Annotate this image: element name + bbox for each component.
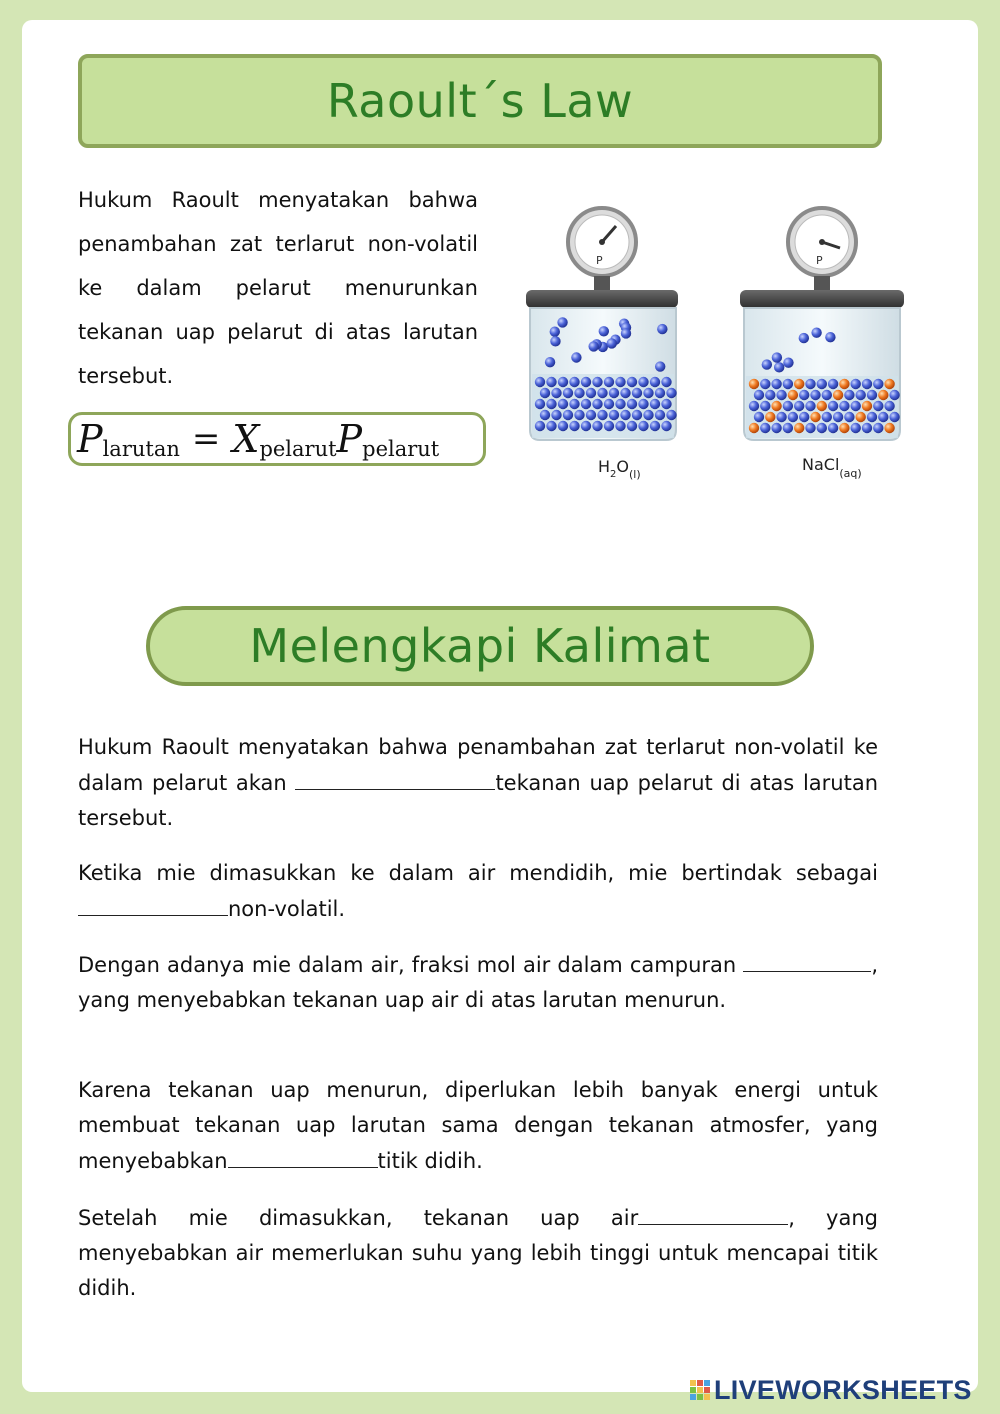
vapor-molecule [621, 328, 631, 338]
liquid-molecule [873, 401, 883, 411]
sentence-4: Karena tekanan uap menurun, diperlukan lebih banyak energi untuk membuat tekanan uap larutan sama dengan tekanan atmosfer, yang menyebabkan titik didih. [78, 1078, 878, 1173]
liquid-molecule [666, 388, 676, 398]
title-banner-melengkapi-kalimat [146, 606, 814, 686]
liquid-molecule [638, 399, 648, 409]
liquid-molecule [551, 410, 561, 420]
solute-particle [810, 412, 820, 422]
solute-particle [856, 412, 866, 422]
liquid-molecule [851, 401, 861, 411]
vapor-molecule [657, 324, 667, 334]
raoult-formula [68, 412, 486, 466]
sentence-3: Dengan adanya mie dalam air, fraksi mol air dalam campuran , yang menyebabkan tekanan uap air di atas larutan menurun. [78, 947, 878, 1018]
liquid-molecule [828, 379, 838, 389]
liquid-molecule [844, 412, 854, 422]
liquid-molecule [794, 401, 804, 411]
liquid-molecule [867, 390, 877, 400]
vapor-pressure-illustration [500, 184, 920, 494]
liquid-molecule [749, 401, 759, 411]
liquid-molecule [828, 401, 838, 411]
liquid-molecule [535, 399, 545, 409]
liquid-molecule [805, 423, 815, 433]
formula-sub-larutan: larutan [102, 437, 180, 461]
solute-particle [788, 390, 798, 400]
liquid-molecule [810, 390, 820, 400]
liquid-molecule [862, 423, 872, 433]
liquid-molecule [546, 421, 556, 431]
blank-input-4[interactable] [228, 1143, 378, 1168]
intro-paragraph: Hukum Raoult menyatakan bahwa penambahan zat terlarut non-volatil ke dalam pelarut menurunkan tekanan uap pelarut di atas larutan tersebut. [78, 188, 478, 388]
liquid-molecule [592, 377, 602, 387]
liquid-molecule [597, 388, 607, 398]
liquid-molecule [862, 379, 872, 389]
liquid-molecule [856, 390, 866, 400]
liquid-molecule [822, 390, 832, 400]
liquid-molecule [627, 377, 637, 387]
liquid-molecule [597, 410, 607, 420]
label-nacl: NaCl$_{(aq)}$ [802, 455, 862, 480]
liquid-molecule [581, 399, 591, 409]
vapor-molecule [772, 352, 782, 362]
liquid-molecule [546, 399, 556, 409]
liquid-molecule [760, 423, 770, 433]
vapor-molecule [550, 327, 560, 337]
gauge-label-left: P [596, 254, 603, 267]
liquid-molecule [661, 421, 671, 431]
page-title: Raoult´s Law [326, 74, 634, 128]
blank-input-2[interactable] [78, 891, 228, 916]
liquid-molecule [884, 401, 894, 411]
liquid-molecule [655, 388, 665, 398]
liquid-molecule [661, 377, 671, 387]
formula-x-pelarut: X [232, 417, 260, 461]
liquid-molecule [558, 399, 568, 409]
liquid-molecule [760, 379, 770, 389]
solute-particle [884, 379, 894, 389]
sentence-2: Ketika mie dimasukkan ke dalam air mendidih, mie bertindak sebagai non-volatil. [78, 861, 878, 921]
gauge-label-right: P [816, 254, 823, 267]
solute-particle [884, 423, 894, 433]
solute-particle [794, 379, 804, 389]
liquid-molecule [627, 421, 637, 431]
vapor-molecule [588, 341, 598, 351]
solute-particle [817, 401, 827, 411]
vapor-molecule [607, 338, 617, 348]
liquid-molecule [604, 377, 614, 387]
liquid-molecule [627, 399, 637, 409]
liquid-molecule [535, 421, 545, 431]
liquid-molecule [620, 388, 630, 398]
title-banner-raoults-law [78, 54, 882, 148]
formula-sub-pelarut-2: pelarut [362, 437, 440, 461]
liveworksheets-logo [690, 1372, 972, 1408]
solute-particle [794, 423, 804, 433]
liquid-molecule [546, 377, 556, 387]
liquid-molecule [604, 421, 614, 431]
liquid-molecule [540, 388, 550, 398]
vapor-molecule [783, 357, 793, 367]
liquid-molecule [776, 390, 786, 400]
liquid-molecule [581, 377, 591, 387]
liquid-molecule [592, 421, 602, 431]
liquid-molecule [851, 379, 861, 389]
solute-particle [765, 412, 775, 422]
liquid-molecule [817, 423, 827, 433]
liquid-molecule [889, 390, 899, 400]
vapor-molecule [599, 326, 609, 336]
liquid-molecule [822, 412, 832, 422]
liquid-molecule [563, 388, 573, 398]
liquid-molecule [574, 410, 584, 420]
liquid-molecule [638, 377, 648, 387]
beaker-water [526, 208, 678, 440]
sentence-1: Hukum Raoult menyatakan bahwa penambahan zat terlarut non-volatil ke dalam pelarut akan tekanan uap pelarut di atas larutan tersebut. [78, 735, 879, 830]
liquid-molecule [643, 388, 653, 398]
liquid-molecule [771, 423, 781, 433]
liquid-molecule [851, 423, 861, 433]
formula-p-larutan: P [77, 417, 103, 461]
vapor-molecule [825, 332, 835, 342]
liquid-molecule [609, 388, 619, 398]
label-water: $H_2O_{(l)}$ [598, 457, 641, 481]
liquid-molecule [799, 390, 809, 400]
liquid-molecule [783, 379, 793, 389]
solute-particle [839, 379, 849, 389]
beaker-nacl [740, 208, 904, 440]
liquid-molecule [783, 423, 793, 433]
liquid-molecule [844, 390, 854, 400]
liquid-molecule [615, 421, 625, 431]
liquid-molecule [776, 412, 786, 422]
vapor-molecule [799, 333, 809, 343]
liquid-molecule [540, 410, 550, 420]
liquid-molecule [666, 410, 676, 420]
liquid-molecule [760, 401, 770, 411]
sentence-5: Setelah mie dimasukkan, tekanan uap air , yang menyebabkan air memerlukan suhu yang lebih tinggi untuk mencapai titik didih. [78, 1200, 878, 1306]
liquid-molecule [650, 399, 660, 409]
liquid-molecule [558, 377, 568, 387]
liquid-molecule [839, 401, 849, 411]
liquid-molecule [754, 412, 764, 422]
liquid-molecule [638, 421, 648, 431]
vapor-molecule [545, 357, 555, 367]
solute-particle [749, 379, 759, 389]
solute-particle [839, 423, 849, 433]
vapor-molecule [811, 327, 821, 337]
liquid-molecule [867, 412, 877, 422]
liquid-molecule [535, 377, 545, 387]
liquid-molecule [586, 388, 596, 398]
blank-input-3[interactable] [743, 947, 871, 972]
formula-equals: = [191, 419, 221, 459]
vapor-molecule [655, 361, 665, 371]
liquid-molecule [609, 410, 619, 420]
liquid-molecule [569, 377, 579, 387]
liquid-molecule [765, 390, 775, 400]
blank-input-5[interactable] [638, 1200, 788, 1225]
liquid-molecule [574, 388, 584, 398]
liquid-molecule [632, 388, 642, 398]
liquid-molecule [828, 423, 838, 433]
liquid-molecule [558, 421, 568, 431]
liquid-molecule [632, 410, 642, 420]
vapor-molecule [557, 317, 567, 327]
blank-input-1[interactable] [295, 765, 495, 790]
vapor-molecule [571, 352, 581, 362]
liquid-molecule [620, 410, 630, 420]
liquid-molecule [569, 399, 579, 409]
liquid-molecule [788, 412, 798, 422]
liquid-molecule [889, 412, 899, 422]
liquid-molecule [569, 421, 579, 431]
liquid-molecule [771, 379, 781, 389]
liquid-molecule [799, 412, 809, 422]
liquid-molecule [805, 379, 815, 389]
liquid-molecule [754, 390, 764, 400]
liquid-molecule [615, 377, 625, 387]
liquid-molecule [783, 401, 793, 411]
section-title: Melengkapi Kalimat [249, 619, 711, 673]
liquid-molecule [655, 410, 665, 420]
liquid-molecule [604, 399, 614, 409]
solute-particle [833, 390, 843, 400]
liquid-molecule [873, 379, 883, 389]
liquid-molecule [551, 388, 561, 398]
formula-p-pelarut: P [336, 417, 363, 461]
solute-particle [771, 401, 781, 411]
liquid-molecule [661, 399, 671, 409]
vapor-molecule [774, 362, 784, 372]
vapor-molecule [762, 359, 772, 369]
liquid-molecule [563, 410, 573, 420]
solute-particle [749, 423, 759, 433]
logo-icon [690, 1380, 710, 1400]
liquid-molecule [650, 421, 660, 431]
liquid-molecule [878, 412, 888, 422]
liquid-molecule [650, 377, 660, 387]
liquid-molecule [833, 412, 843, 422]
vapor-molecule [550, 336, 560, 346]
logo-text: LIVEWORKSHEETS [714, 1374, 972, 1405]
formula-sub-pelarut: pelarut [259, 437, 337, 461]
liquid-molecule [586, 410, 596, 420]
liquid-molecule [643, 410, 653, 420]
solute-particle [862, 401, 872, 411]
solute-particle [878, 390, 888, 400]
liquid-molecule [817, 379, 827, 389]
liquid-molecule [873, 423, 883, 433]
liquid-molecule [581, 421, 591, 431]
liquid-molecule [615, 399, 625, 409]
liquid-molecule [805, 401, 815, 411]
liquid-molecule [592, 399, 602, 409]
